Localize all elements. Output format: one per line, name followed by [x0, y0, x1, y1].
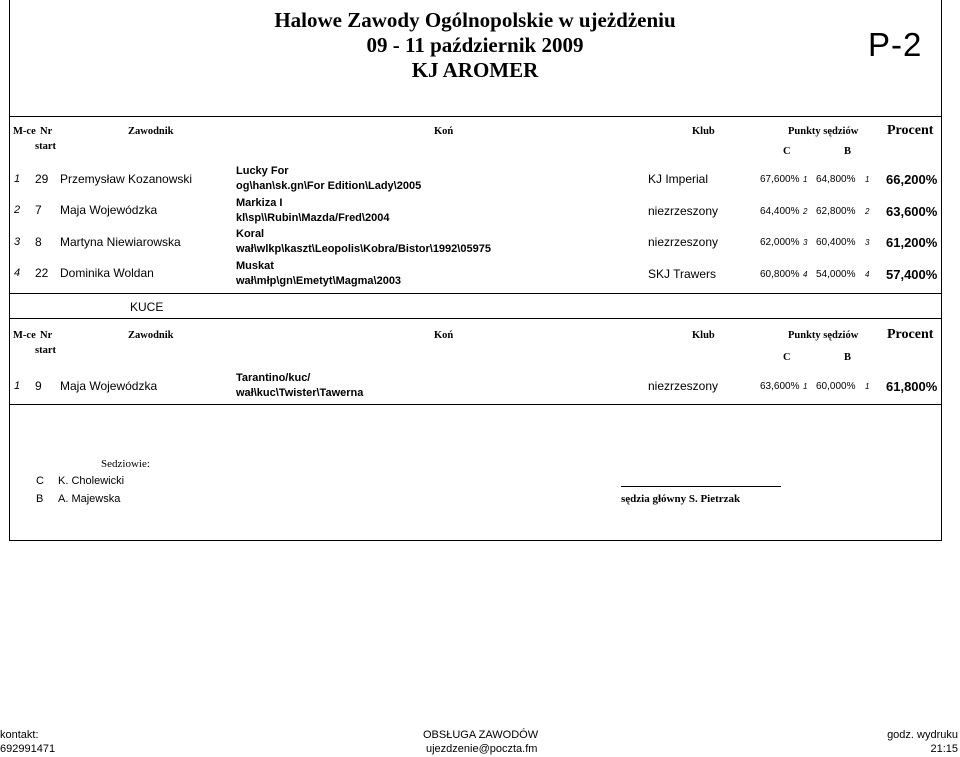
judge-b-score: 54,000% [816, 269, 856, 280]
place: 3 [14, 236, 21, 248]
judge-b-rank: 3 [865, 238, 870, 247]
percent-score: 63,600% [886, 204, 938, 219]
judge-b-score: 60,400% [816, 237, 856, 248]
club: KJ Imperial [648, 172, 709, 186]
rider-name: Dominika Woldan [60, 266, 154, 280]
judge-name: A. Majewska [58, 493, 121, 505]
section-divider [9, 293, 941, 294]
section-label-kuce: KUCE [130, 300, 164, 314]
percent-score: 57,400% [886, 267, 938, 282]
col-start: start [35, 345, 56, 356]
start-number: 9 [35, 379, 42, 393]
horse-name: Lucky For [236, 165, 289, 177]
col-judge-b: B [844, 146, 852, 157]
print-time-value: 21:15 [930, 743, 958, 755]
judge-c-score: 60,800% [760, 269, 800, 280]
judge-c-score: 63,600% [760, 381, 800, 392]
rider-name: Maja Wojewódzka [60, 203, 158, 217]
signature-line [621, 486, 781, 487]
judge-c-rank: 3 [803, 238, 808, 247]
start-number: 7 [35, 203, 42, 217]
rider-name: Martyna Niewiarowska [60, 235, 181, 249]
judge-position: C [36, 475, 44, 487]
place: 2 [14, 204, 21, 216]
col-percent: Procent [887, 327, 934, 342]
col-percent: Procent [887, 123, 934, 138]
col-place: M-ce [13, 330, 36, 341]
col-horse: Koń [434, 126, 454, 137]
horse-name: Tarantino/kuc/ [236, 372, 311, 384]
event-title: Halowe Zawody Ogólnopolskie w ujeżdżeniu [274, 8, 676, 32]
percent-score: 61,800% [886, 379, 938, 394]
judge-c-rank: 4 [803, 270, 808, 279]
col-nr: Nr [40, 126, 53, 137]
start-number: 22 [35, 266, 49, 280]
horse-pedigree: wał\kuc\Twister\Tawerna [236, 387, 364, 399]
rider-name: Maja Wojewódzka [60, 379, 158, 393]
judge-b-rank: 1 [865, 382, 870, 391]
col-rider: Zawodnik [128, 330, 174, 341]
col-judge-c: C [783, 146, 791, 157]
judges-label: Sedziowie: [101, 458, 150, 470]
judge-c-score: 64,400% [760, 206, 800, 217]
judge-b-rank: 2 [865, 207, 870, 216]
chief-judge: sędzia główny S. Pietrzak [621, 493, 741, 505]
start-number: 29 [35, 172, 49, 186]
col-judge-b: B [844, 352, 852, 363]
kuce-divider [9, 318, 941, 319]
contact-value: 692991471 [0, 743, 56, 755]
col-judges: Punkty sędziów [788, 126, 859, 137]
judge-c-rank: 1 [803, 382, 808, 391]
judge-c-rank: 2 [803, 207, 808, 216]
place: 1 [14, 173, 21, 185]
service-email: ujezdzenie@poczta.fm [426, 743, 538, 755]
judge-c-score: 62,000% [760, 237, 800, 248]
col-judge-c: C [783, 352, 791, 363]
col-nr: Nr [40, 330, 53, 341]
club: niezrzeszony [648, 379, 719, 393]
judge-b-score: 62,800% [816, 206, 856, 217]
horse-pedigree: wał\młp\gn\Emetyt\Magma\2003 [236, 275, 402, 287]
start-number: 8 [35, 235, 42, 249]
percent-score: 66,200% [886, 172, 938, 187]
judge-c-rank: 1 [803, 175, 808, 184]
col-club: Klub [692, 330, 715, 341]
horse-name: Muskat [236, 260, 274, 272]
judge-b-score: 64,800% [816, 174, 856, 185]
col-rider: Zawodnik [128, 126, 174, 137]
results-end-divider [9, 404, 941, 405]
print-time-label: godz. wydruku [887, 729, 958, 741]
horse-name: Koral [236, 228, 265, 240]
rider-name: Przemysław Kozanowski [60, 172, 193, 186]
horse-pedigree: og\han\sk.gn\For Edition\Lady\2005 [236, 180, 422, 192]
horse-pedigree: wał\wlkp\kaszt\Leopolis\Kobra/Bistor\1992\05975 [236, 243, 491, 255]
judge-position: B [36, 493, 44, 505]
contact-label: kontakt: [0, 729, 39, 741]
place: 4 [14, 267, 21, 279]
club: niezrzeszony [648, 204, 719, 218]
judge-name: K. Cholewicki [58, 475, 125, 487]
event-dates: 09 - 11 październik 2009 [366, 33, 584, 57]
club: niezrzeszony [648, 235, 719, 249]
col-horse: Koń [434, 330, 454, 341]
header-divider [9, 116, 941, 117]
judge-c-score: 67,600% [760, 174, 800, 185]
event-venue: KJ AROMER [411, 58, 539, 82]
percent-score: 61,200% [886, 235, 938, 250]
horse-pedigree: kl\sp\\Rubin\Mazda/Fred\2004 [236, 212, 390, 224]
col-judges: Punkty sędziów [788, 330, 859, 341]
col-start: start [35, 141, 56, 152]
col-place: M-ce [13, 126, 36, 137]
col-club: Klub [692, 126, 715, 137]
club: SKJ Trawers [648, 267, 717, 281]
horse-name: Markiza I [236, 197, 283, 209]
service-label: OBSŁUGA ZAWODÓW [423, 729, 539, 741]
place: 1 [14, 380, 21, 392]
judge-b-rank: 4 [865, 270, 870, 279]
judge-b-score: 60,000% [816, 381, 856, 392]
class-code: P-2 [868, 26, 923, 63]
judge-b-rank: 1 [865, 175, 870, 184]
